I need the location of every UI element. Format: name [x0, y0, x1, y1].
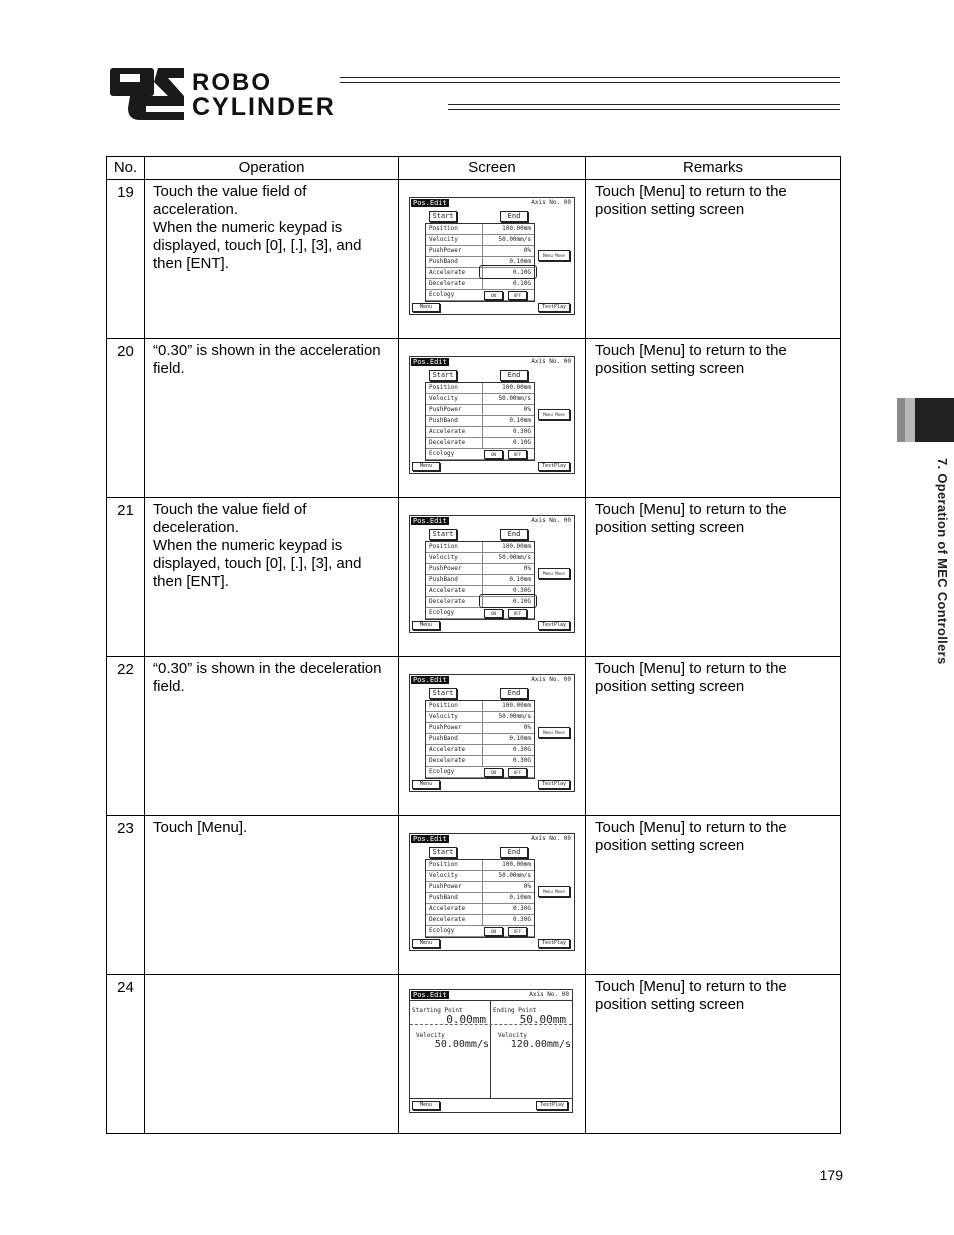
- testplay-button[interactable]: TestPlay: [538, 780, 570, 789]
- field-value[interactable]: 0.10G: [512, 598, 531, 605]
- operation-line: displayed, touch [0], [.], [3], and: [153, 555, 362, 572]
- start-point-label: Starting Point: [412, 1007, 463, 1014]
- field-value[interactable]: 50.00mm/s: [498, 554, 531, 561]
- field-value[interactable]: 0%: [523, 406, 531, 413]
- field-row[interactable]: [426, 405, 534, 416]
- field-value[interactable]: 0.10mm: [509, 894, 531, 901]
- center-divider: [490, 1000, 491, 1098]
- field-value[interactable]: 50.00mm/s: [498, 395, 531, 402]
- testplay-button[interactable]: TestPlay: [538, 939, 570, 948]
- field-label: Velocity: [429, 872, 458, 879]
- operation-line: deceleration.: [153, 519, 239, 536]
- field-label: Position: [429, 384, 458, 391]
- field-label: Position: [429, 225, 458, 232]
- screen-title: Pos.Edit: [413, 199, 447, 207]
- field-divider: [482, 235, 483, 245]
- logo-word-cylinder: CYLINDER: [192, 93, 336, 121]
- remarks-line: Touch [Menu] to return to the: [595, 660, 787, 677]
- remarks-cell: [586, 180, 841, 339]
- operation-line: When the numeric keypad is: [153, 537, 343, 554]
- field-value[interactable]: 0%: [523, 565, 531, 572]
- field-row[interactable]: [426, 553, 534, 564]
- end-button[interactable]: End: [500, 529, 528, 540]
- screen-cell: [399, 339, 586, 498]
- pos-edit-screen: [409, 674, 575, 792]
- header-remarks: Remarks: [586, 157, 841, 180]
- rc-logo-mark-icon: [110, 68, 188, 120]
- ecology-on-toggle[interactable]: ON: [484, 927, 503, 936]
- field-value[interactable]: 50.00mm/s: [498, 713, 531, 720]
- testplay-button[interactable]: TestPlay: [538, 621, 570, 630]
- ecology-on-toggle[interactable]: ON: [484, 609, 503, 618]
- testplay-button[interactable]: TestPlay: [538, 462, 570, 471]
- field-label: Decelerate: [429, 916, 466, 923]
- operation-cell: [145, 498, 399, 657]
- pos-edit-screen: [409, 197, 575, 315]
- field-value[interactable]: 100.00mm: [502, 384, 531, 391]
- field-label: Velocity: [429, 236, 458, 243]
- velocity-value-left[interactable]: 50.00mm/s: [434, 1039, 489, 1050]
- field-row[interactable]: [426, 542, 534, 553]
- field-divider: [482, 723, 483, 733]
- field-label: PushPower: [429, 247, 462, 254]
- ecology-on-toggle[interactable]: ON: [484, 450, 503, 459]
- position-fields: [425, 382, 535, 461]
- field-label: Position: [429, 861, 458, 868]
- field-divider: [482, 701, 483, 711]
- remarks-line: position setting screen: [595, 678, 745, 695]
- field-label: Velocity: [429, 713, 458, 720]
- logo-word-robo: ROBO: [192, 69, 272, 96]
- screen-title: Pos.Edit: [413, 358, 447, 366]
- field-row[interactable]: [426, 871, 534, 882]
- field-value[interactable]: 0.30G: [512, 757, 531, 764]
- start-button[interactable]: Start: [429, 529, 457, 540]
- header-rule: [340, 77, 840, 78]
- axis-number: Axis No. 00: [531, 835, 571, 842]
- screen-title: Pos.Edit: [413, 676, 447, 684]
- field-label: PushPower: [429, 883, 462, 890]
- header-operation: Operation: [145, 157, 399, 180]
- position-fields: [425, 859, 535, 938]
- field-value[interactable]: 50.00mm/s: [498, 236, 531, 243]
- menu-move-button[interactable]: Menu Move: [538, 409, 570, 420]
- screen-cell: [399, 975, 586, 1134]
- row-number: 19: [107, 180, 145, 339]
- field-divider: [482, 553, 483, 563]
- field-row[interactable]: [426, 427, 534, 438]
- field-divider: [482, 915, 483, 925]
- operation-cell: [145, 657, 399, 816]
- field-label: Velocity: [429, 395, 458, 402]
- operation-line: “0.30” is shown in the acceleration: [153, 342, 381, 359]
- field-divider: [482, 394, 483, 404]
- pos-edit-screen: [409, 833, 575, 951]
- operation-line: Touch the value field of: [153, 501, 307, 518]
- table-row: [107, 498, 841, 657]
- header-rule: [448, 109, 840, 110]
- ecology-off-toggle[interactable]: OFF: [508, 768, 527, 777]
- pos-edit-screen: [409, 515, 575, 633]
- field-divider: [482, 871, 483, 881]
- field-label: Ecology: [429, 927, 455, 934]
- field-label: Decelerate: [429, 280, 466, 287]
- screen-cell: [399, 498, 586, 657]
- start-button[interactable]: Start: [429, 370, 457, 381]
- chapter-tab: [897, 398, 954, 442]
- velocity-label-right: Velocity: [498, 1032, 527, 1039]
- top-divider: [410, 1000, 572, 1001]
- field-label: Ecology: [429, 450, 455, 457]
- field-value[interactable]: 0.10G: [512, 269, 531, 276]
- field-divider: [482, 542, 483, 552]
- header-rule: [340, 82, 840, 83]
- row-number: 24: [107, 975, 145, 1134]
- field-value[interactable]: 0.10mm: [509, 576, 531, 583]
- field-divider: [482, 575, 483, 585]
- field-row[interactable]: [426, 246, 534, 257]
- remarks-line: position setting screen: [595, 837, 745, 854]
- operation-cell: [145, 180, 399, 339]
- start-point-value[interactable]: 0.00mm: [446, 1013, 486, 1026]
- ecology-off-toggle[interactable]: OFF: [508, 609, 527, 618]
- start-button[interactable]: Start: [429, 847, 457, 858]
- ecology-on-toggle[interactable]: ON: [484, 291, 503, 300]
- axis-number: Axis No. 00: [531, 358, 571, 365]
- header-no: No.: [107, 157, 145, 180]
- remarks-line: Touch [Menu] to return to the: [595, 342, 787, 359]
- field-label: PushPower: [429, 724, 462, 731]
- field-label: Accelerate: [429, 746, 466, 753]
- field-row[interactable]: [426, 712, 534, 723]
- field-divider: [482, 882, 483, 892]
- field-divider: [482, 279, 483, 289]
- field-row[interactable]: [426, 438, 534, 449]
- end-button[interactable]: End: [500, 211, 528, 222]
- end-button[interactable]: End: [500, 370, 528, 381]
- remarks-line: Touch [Menu] to return to the: [595, 501, 787, 518]
- row-number: 21: [107, 498, 145, 657]
- menu-button[interactable]: Menu: [412, 303, 440, 312]
- field-label: Ecology: [429, 291, 455, 298]
- field-value[interactable]: 100.00mm: [502, 702, 531, 709]
- remarks-cell: [586, 339, 841, 498]
- field-divider: [482, 756, 483, 766]
- start-button[interactable]: Start: [429, 688, 457, 699]
- field-row[interactable]: [426, 734, 534, 745]
- testplay-button[interactable]: TestPlay: [536, 1101, 568, 1110]
- table-row: [107, 339, 841, 498]
- field-value[interactable]: 0.10mm: [509, 735, 531, 742]
- field-value[interactable]: 0%: [523, 247, 531, 254]
- field-row[interactable]: [426, 915, 534, 926]
- field-label: Accelerate: [429, 428, 466, 435]
- header-screen: Screen: [399, 157, 586, 180]
- field-value[interactable]: 100.00mm: [502, 543, 531, 550]
- remarks-line: Touch [Menu] to return to the: [595, 819, 787, 836]
- field-divider: [482, 904, 483, 914]
- table-row: [107, 975, 841, 1134]
- field-value[interactable]: 0.30G: [512, 905, 531, 912]
- remarks-line: position setting screen: [595, 201, 745, 218]
- field-label: PushBand: [429, 576, 458, 583]
- highlight-frame: [479, 594, 537, 608]
- ecology-off-toggle[interactable]: OFF: [508, 450, 527, 459]
- axis-number: Axis No. 00: [531, 517, 571, 524]
- menu-button[interactable]: Menu: [412, 780, 440, 789]
- field-label: PushPower: [429, 406, 462, 413]
- field-label: Position: [429, 543, 458, 550]
- field-label: Decelerate: [429, 757, 466, 764]
- field-row[interactable]: [426, 383, 534, 394]
- field-row[interactable]: [426, 893, 534, 904]
- testplay-button[interactable]: TestPlay: [538, 303, 570, 312]
- menu-button[interactable]: Menu: [412, 621, 440, 630]
- axis-number: Axis No. 00: [531, 199, 571, 206]
- field-row[interactable]: [426, 701, 534, 712]
- field-value[interactable]: 100.00mm: [502, 225, 531, 232]
- row-number: 22: [107, 657, 145, 816]
- field-divider: [482, 224, 483, 234]
- remarks-line: position setting screen: [595, 360, 745, 377]
- menu-button[interactable]: Menu: [412, 462, 440, 471]
- operation-line: field.: [153, 678, 185, 695]
- operation-line: Touch the value field of: [153, 183, 307, 200]
- field-value[interactable]: 0.30G: [512, 746, 531, 753]
- screen-title: Pos.Edit: [413, 835, 447, 843]
- operation-cell: [145, 816, 399, 975]
- operation-line: displayed, touch [0], [.], [3], and: [153, 237, 362, 254]
- operation-line: Touch [Menu].: [153, 819, 248, 836]
- field-row[interactable]: [426, 756, 534, 767]
- field-value[interactable]: 50.00mm/s: [498, 872, 531, 879]
- axis-number: Axis No. 00: [529, 991, 569, 998]
- screen-cell: [399, 816, 586, 975]
- field-divider: [482, 734, 483, 744]
- remarks-line: position setting screen: [595, 519, 745, 536]
- operation-line: “0.30” is shown in the deceleration: [153, 660, 382, 677]
- field-divider: [482, 383, 483, 393]
- bottom-divider: [410, 1098, 572, 1099]
- field-divider: [482, 405, 483, 415]
- field-label: Decelerate: [429, 598, 466, 605]
- field-divider: [482, 712, 483, 722]
- menu-button[interactable]: Menu: [412, 1101, 440, 1110]
- table-header-row: [107, 157, 841, 180]
- table-row: [107, 180, 841, 339]
- remarks-line: Touch [Menu] to return to the: [595, 978, 787, 995]
- field-row: [426, 449, 534, 460]
- pos-edit-screen: [409, 356, 575, 474]
- remarks-line: position setting screen: [595, 996, 745, 1013]
- operation-line: acceleration.: [153, 201, 239, 218]
- header-rule: [448, 104, 840, 105]
- menu-move-button[interactable]: Menu Move: [538, 727, 570, 738]
- remarks-cell: [586, 498, 841, 657]
- robo-cylinder-logo: [110, 68, 840, 120]
- field-label: PushBand: [429, 735, 458, 742]
- row-number: 20: [107, 339, 145, 498]
- field-label: Ecology: [429, 609, 455, 616]
- field-label: Ecology: [429, 768, 455, 775]
- operation-cell: [145, 975, 399, 1134]
- field-divider: [482, 564, 483, 574]
- field-value[interactable]: 0.10G: [512, 439, 531, 446]
- remarks-cell: [586, 975, 841, 1134]
- field-label: Decelerate: [429, 439, 466, 446]
- ecology-off-toggle[interactable]: OFF: [508, 291, 527, 300]
- field-row[interactable]: [426, 745, 534, 756]
- field-value[interactable]: 0%: [523, 724, 531, 731]
- menu-move-button[interactable]: Menu Move: [538, 250, 570, 261]
- operation-cell: [145, 339, 399, 498]
- field-row[interactable]: [426, 575, 534, 586]
- field-row[interactable]: [426, 235, 534, 246]
- field-label: PushBand: [429, 417, 458, 424]
- field-value[interactable]: 0.30G: [512, 916, 531, 923]
- field-row[interactable]: [426, 224, 534, 235]
- position-fields: [425, 541, 535, 620]
- field-value[interactable]: 0.10G: [512, 280, 531, 287]
- screen-cell: [399, 657, 586, 816]
- ecology-off-toggle[interactable]: OFF: [508, 927, 527, 936]
- field-divider: [482, 246, 483, 256]
- field-divider: [482, 416, 483, 426]
- end-button[interactable]: End: [500, 688, 528, 699]
- field-row[interactable]: [426, 904, 534, 915]
- field-value[interactable]: 0%: [523, 883, 531, 890]
- field-row[interactable]: [426, 882, 534, 893]
- velocity-value-right[interactable]: 120.00mm/s: [510, 1039, 571, 1050]
- field-label: PushBand: [429, 258, 458, 265]
- table-row: [107, 657, 841, 816]
- field-value[interactable]: 0.10mm: [509, 258, 531, 265]
- operation-table: [106, 156, 841, 1134]
- end-point-value[interactable]: 50.00mm: [519, 1013, 566, 1026]
- operation-line: field.: [153, 360, 185, 377]
- field-label: Position: [429, 702, 458, 709]
- velocity-label-left: Velocity: [416, 1032, 445, 1039]
- field-row[interactable]: [426, 416, 534, 427]
- field-value[interactable]: 0.30G: [512, 428, 531, 435]
- field-value[interactable]: 0.30G: [512, 587, 531, 594]
- axis-number: Axis No. 00: [531, 676, 571, 683]
- field-row[interactable]: [426, 860, 534, 871]
- field-divider: [482, 427, 483, 437]
- field-divider: [482, 745, 483, 755]
- field-row: [426, 767, 534, 778]
- table-row: [107, 816, 841, 975]
- start-end-screen: [409, 989, 573, 1113]
- screen-title: Pos.Edit: [413, 991, 447, 999]
- remarks-cell: [586, 816, 841, 975]
- field-row: [426, 608, 534, 619]
- field-divider: [482, 438, 483, 448]
- field-row: [426, 290, 534, 301]
- field-label: PushPower: [429, 565, 462, 572]
- operation-line: then [ENT].: [153, 573, 229, 590]
- screen-cell: [399, 180, 586, 339]
- position-fields: [425, 223, 535, 302]
- field-label: Velocity: [429, 554, 458, 561]
- menu-move-button[interactable]: Menu Move: [538, 886, 570, 897]
- end-button[interactable]: End: [500, 847, 528, 858]
- field-value[interactable]: 100.00mm: [502, 861, 531, 868]
- start-button[interactable]: Start: [429, 211, 457, 222]
- operation-line: then [ENT].: [153, 255, 229, 272]
- field-row[interactable]: [426, 394, 534, 405]
- page-number: 179: [819, 1167, 843, 1183]
- menu-move-button[interactable]: Menu Move: [538, 568, 570, 579]
- row-number: 23: [107, 816, 145, 975]
- position-fields: [425, 700, 535, 779]
- screen-title: Pos.Edit: [413, 517, 447, 525]
- remarks-line: Touch [Menu] to return to the: [595, 183, 787, 200]
- field-value[interactable]: 0.10mm: [509, 417, 531, 424]
- field-row: [426, 926, 534, 937]
- ecology-on-toggle[interactable]: ON: [484, 768, 503, 777]
- field-divider: [482, 860, 483, 870]
- field-row[interactable]: [426, 279, 534, 290]
- chapter-label: 7. Operation of MEC Controllers: [935, 458, 950, 665]
- remarks-cell: [586, 657, 841, 816]
- menu-button[interactable]: Menu: [412, 939, 440, 948]
- field-divider: [482, 893, 483, 903]
- end-point-label: Ending Point: [493, 1007, 537, 1014]
- operation-line: When the numeric keypad is: [153, 219, 343, 236]
- field-label: Accelerate: [429, 905, 466, 912]
- field-row[interactable]: [426, 723, 534, 734]
- field-label: Accelerate: [429, 269, 466, 276]
- field-label: Accelerate: [429, 587, 466, 594]
- field-label: PushBand: [429, 894, 458, 901]
- field-row[interactable]: [426, 564, 534, 575]
- highlight-frame: [479, 265, 537, 279]
